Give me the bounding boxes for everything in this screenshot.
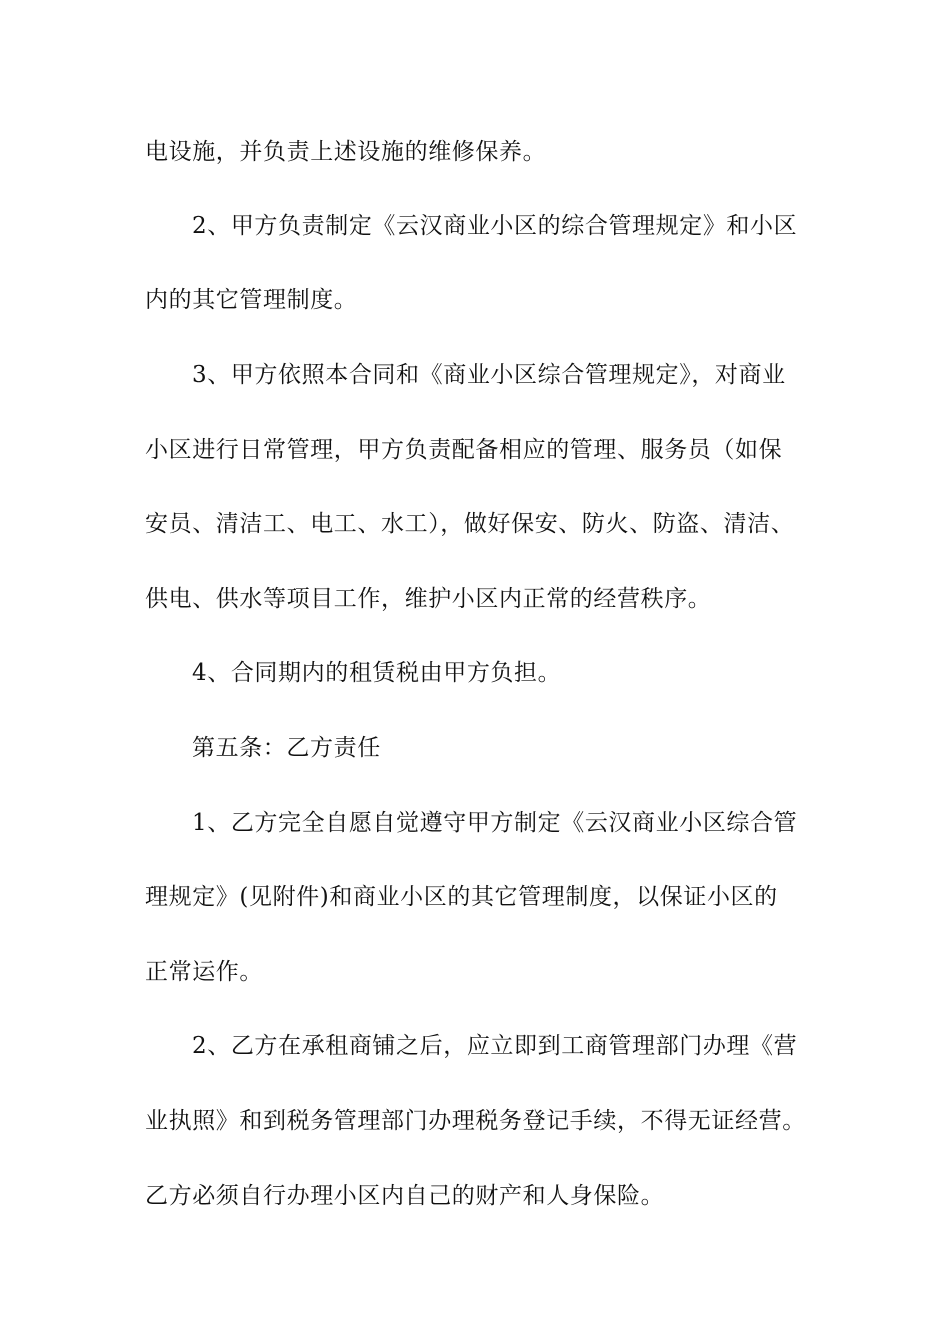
text-line: 供电、供水等项目工作，维护小区内正常的经营秩序。 [145, 586, 712, 612]
text-line: 业执照》和到税务管理部门办理税务登记手续，不得无证经营。 [145, 1108, 806, 1134]
clause-1-line: 1、乙方完全自愿自觉遵守甲方制定《云汉商业小区综合管 [192, 810, 798, 836]
section-heading: 第五条：乙方责任 [192, 735, 381, 761]
clause-2-line: 2、甲方负责制定《云汉商业小区的综合管理规定》和小区 [192, 213, 798, 239]
text-line: 小区进行日常管理，甲方负责配备相应的管理、服务员（如保 [145, 437, 783, 463]
clause-3-line: 3、甲方依照本合同和《商业小区综合管理规定》，对商业 [192, 362, 786, 388]
text-line: 电设施，并负责上述设施的维修保养。 [145, 139, 547, 165]
text-line: 乙方必须自行办理小区内自己的财产和人身保险。 [145, 1183, 665, 1209]
text-line: 安员、清洁工、电工、水工），做好保安、防火、防盗、清洁、 [145, 511, 795, 537]
text-line: 正常运作。 [145, 959, 263, 985]
clause-4-line: 4、合同期内的租赁税由甲方负担。 [192, 660, 562, 686]
text-line: 理规定》(见附件)和商业小区的其它管理制度，以保证小区的 [145, 884, 778, 910]
clause-2-line: 2、乙方在承租商铺之后，应立即到工商管理部门办理《营 [192, 1033, 798, 1059]
text-line: 内的其它管理制度。 [145, 287, 358, 313]
